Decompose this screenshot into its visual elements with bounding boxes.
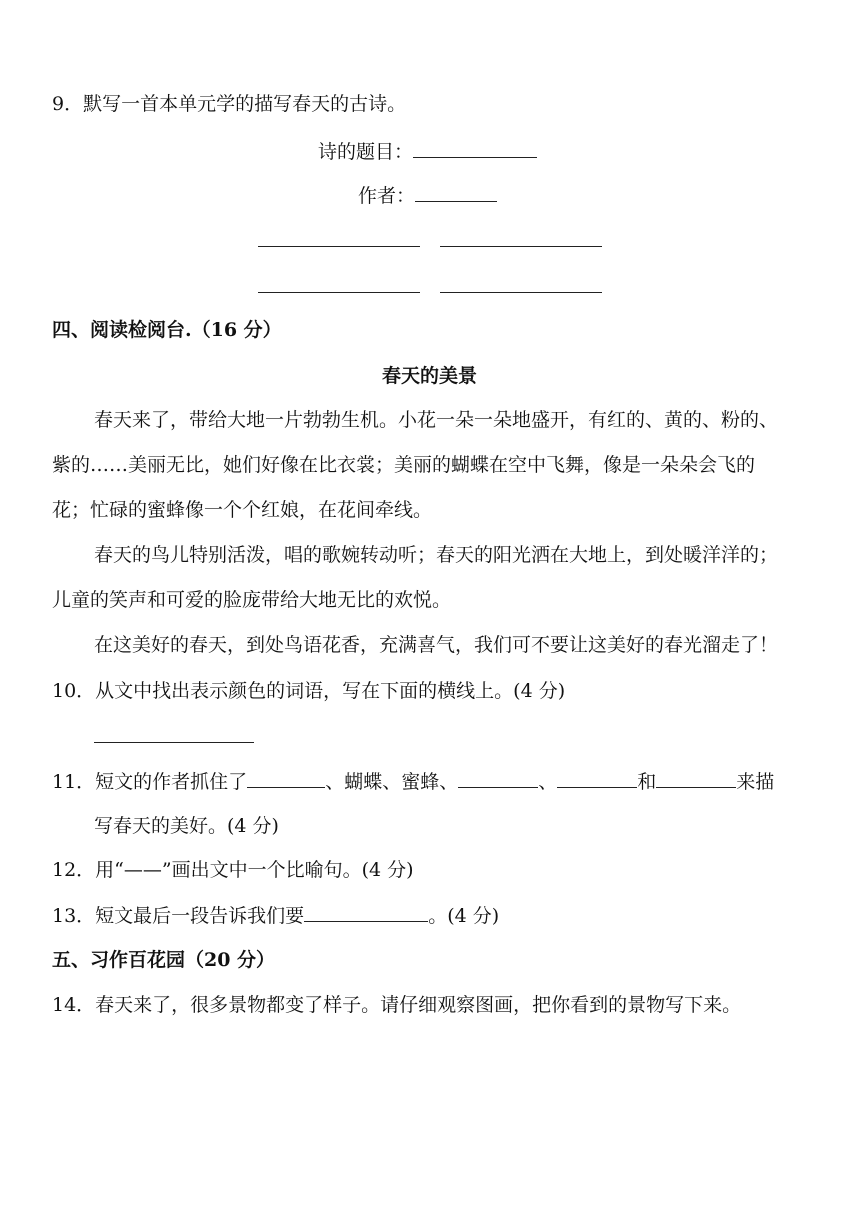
q11-blank-3[interactable] xyxy=(557,769,637,788)
question-13 xyxy=(52,903,499,928)
q11-blank-2[interactable] xyxy=(458,769,538,788)
q10-answer-line[interactable] xyxy=(94,742,254,743)
q11-blank-1[interactable] xyxy=(247,769,325,788)
poem-line-1a[interactable] xyxy=(258,246,420,247)
q13-text-a: 13．短文最后一段告诉我们要 xyxy=(52,905,305,927)
question-10: 10．从文中找出表示颜色的词语，写在下面的横线上。(4 分) xyxy=(52,680,566,702)
section-4-heading: 四、阅读检阅台.（16 分） xyxy=(52,319,282,341)
q11-text-a: 11．短文的作者抓住了 xyxy=(52,771,248,793)
poem-line-2a[interactable] xyxy=(258,292,420,293)
q11-text-e: 来描 xyxy=(736,771,775,793)
passage-line-4: 春天的鸟儿特别活泼，唱的歌婉转动听；春天的阳光洒在大地上，到处暖洋洋的； xyxy=(94,544,779,566)
question-11 xyxy=(52,769,774,794)
q11-text-c: 、 xyxy=(538,771,558,793)
passage-line-2: 紫的……美丽无比，她们好像在比衣裳；美丽的蝴蝶在空中飞舞，像是一朵朵会飞的 xyxy=(52,454,756,476)
q11-blank-4[interactable] xyxy=(656,769,736,788)
passage-line-3: 花；忙碌的蜜蜂像一个个红娘，在花间牵线。 xyxy=(52,499,433,521)
section-5-heading: 五、习作百花园（20 分） xyxy=(52,949,276,971)
poem-author-row xyxy=(358,183,497,208)
question-9: 9．默写一首本单元学的描写春天的古诗。 xyxy=(52,93,407,115)
poem-author-blank[interactable] xyxy=(415,183,497,202)
passage-line-5: 儿童的笑声和可爱的脸庞带给大地无比的欢悦。 xyxy=(52,589,452,611)
poem-title-row xyxy=(318,139,537,164)
passage-title: 春天的美景 xyxy=(382,365,478,387)
question-14: 14．春天来了，很多景物都变了样子。请仔细观察图画，把你看到的景物写下来。 xyxy=(52,994,742,1016)
poem-author-label: 作者： xyxy=(358,185,416,207)
poem-title-label: 诗的题目： xyxy=(318,141,414,163)
q11-text-d: 和 xyxy=(637,771,657,793)
poem-line-2b[interactable] xyxy=(440,292,602,293)
question-11-line-2: 写春天的美好。(4 分) xyxy=(94,815,279,837)
poem-line-1b[interactable] xyxy=(440,246,602,247)
poem-title-blank[interactable] xyxy=(413,139,537,158)
passage-line-1: 春天来了，带给大地一片勃勃生机。小花一朵一朵地盛开，有红的、黄的、粉的、 xyxy=(94,409,779,431)
question-12: 12．用“——”画出文中一个比喻句。(4 分) xyxy=(52,859,414,881)
passage-line-6: 在这美好的春天，到处鸟语花香，充满喜气，我们可不要让这美好的春光溜走了！ xyxy=(94,634,779,656)
q13-text-b: 。(4 分) xyxy=(428,905,500,927)
q11-text-b: 、蝴蝶、蜜蜂、 xyxy=(325,771,459,793)
q13-blank[interactable] xyxy=(304,903,428,922)
